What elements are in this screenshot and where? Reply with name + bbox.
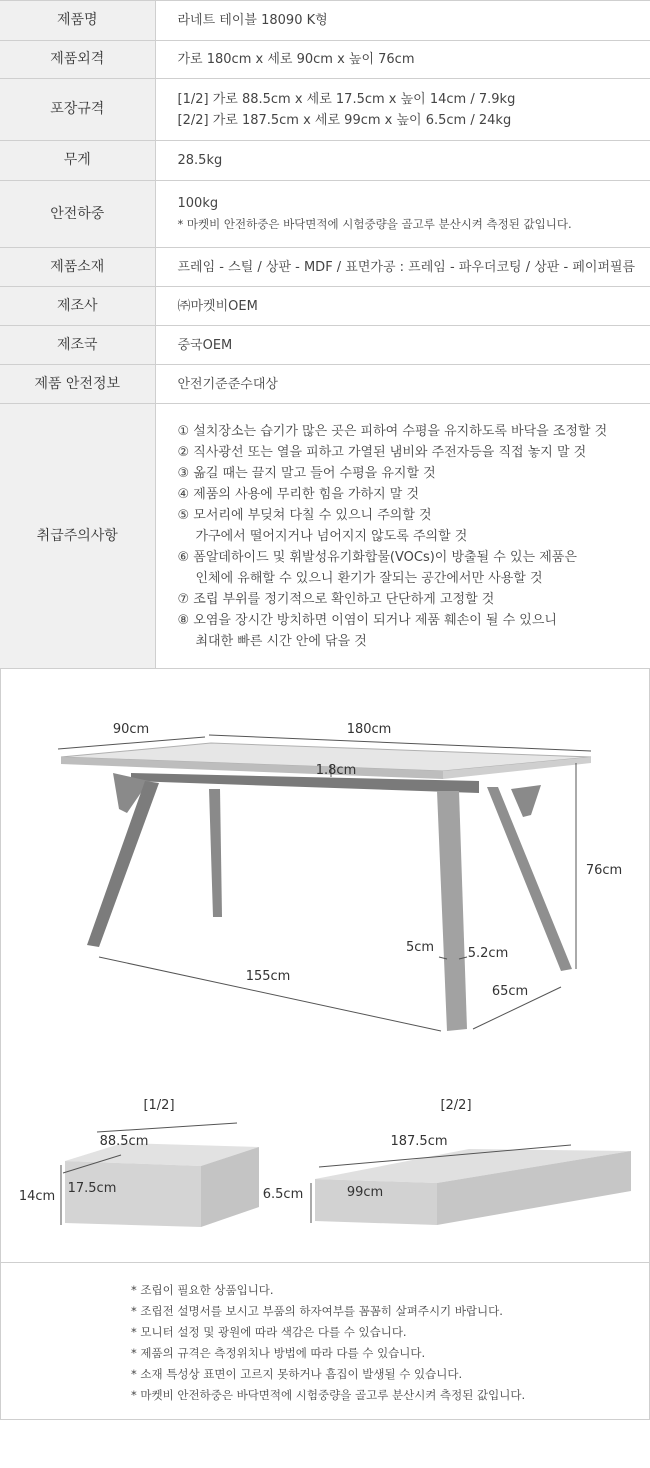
caution-line: ③ 옮길 때는 끌지 말고 들어 수평을 유지할 것 xyxy=(177,465,436,481)
table-leg-back-left xyxy=(209,789,222,917)
spec-row-maker xyxy=(0,287,650,326)
spec-label: 제품외격 xyxy=(0,41,155,79)
box1-length-line xyxy=(97,1123,237,1132)
caution-line: ⑤ 모서리에 부딪쳐 다칠 수 있으니 주의할 것 xyxy=(177,507,432,523)
dim-inner-length-label: 155cm xyxy=(245,969,291,984)
caution-line: 최대한 빠른 시간 안에 닦을 것 xyxy=(195,633,367,649)
notice-section xyxy=(0,1263,650,1420)
material-value: 프레임 - 스틸 / 상판 - MDF / 표면가공 : 프레임 - 파우더코팅 / 상판 - 페이퍼필름 xyxy=(177,259,636,275)
dim-depth-label: 90cm xyxy=(112,722,150,737)
dim-top-thickness-label: 1.8cm xyxy=(315,763,357,778)
notice-item: * 소재 특성상 표면이 고르지 못하거나 흠집이 발생될 수 있습니다. xyxy=(131,1367,463,1381)
spec-label: 제조사 xyxy=(0,287,155,326)
table-bracket-right xyxy=(511,785,541,817)
notice-item: * 모니터 설정 및 광원에 따라 색감은 다를 수 있습니다. xyxy=(131,1325,407,1339)
spec-label: 제품 안전정보 xyxy=(0,365,155,404)
spec-label: 무게 xyxy=(0,141,155,181)
caution-line: ① 설치장소는 습기가 많은 곳은 피하여 수평을 유지하도록 바닥을 조정할 것 xyxy=(177,423,608,439)
box2-tag: [2/2] xyxy=(440,1098,472,1113)
spec-label: 포장규격 xyxy=(0,79,155,141)
box2-height: 6.5cm xyxy=(262,1187,304,1202)
caution-line: 가구에서 떨어지거나 넘어지지 않도록 주의할 것 xyxy=(195,528,468,544)
spec-label: 안전하중 xyxy=(0,181,155,248)
spec-label: 취급주의사항 xyxy=(0,404,155,669)
dim-leg-width-label: 5cm xyxy=(405,940,435,955)
spec-label: 제품명 xyxy=(0,1,155,41)
caution-line: ⑧ 오염을 장시간 방치하면 이염이 되거나 제품 훼손이 될 수 있으니 xyxy=(177,612,557,628)
package-line-2: [2/2] 가로 187.5cm x 세로 99cm x 높이 6.5cm / 24kg xyxy=(177,112,512,128)
box2-length: 187.5cm xyxy=(390,1134,448,1149)
caution-line: ② 직사광선 또는 열을 피하고 가열된 냄비와 주전자등을 직접 놓지 말 것 xyxy=(177,444,587,460)
spec-value: 라네트 테이블 18090 K형 xyxy=(155,1,650,41)
spec-table xyxy=(0,0,650,669)
caution-line: ⑥ 폼알데하이드 및 휘발성유기화합물(VOCs)이 방출될 수 있는 제품은 xyxy=(177,549,577,565)
dim-width-label: 180cm xyxy=(346,722,392,737)
load-value: 100kg xyxy=(177,196,219,211)
spec-value xyxy=(155,404,650,669)
notice-list xyxy=(131,1280,649,1406)
caution-line: 인체에 유해할 수 있으니 환기가 잘되는 공간에서만 사용할 것 xyxy=(195,570,543,586)
notice-item: * 조립이 필요한 상품입니다. xyxy=(131,1283,274,1297)
box1-length: 88.5cm xyxy=(99,1134,149,1149)
caution-line: ⑦ 조립 부위를 정기적으로 확인하고 단단하게 고정할 것 xyxy=(177,591,495,607)
spec-label: 제조국 xyxy=(0,326,155,365)
spec-row-name xyxy=(0,1,650,41)
notice-item: * 마켓비 안전하중은 바닥면적에 시험중량을 골고루 분산시켜 측정된 값입니다. xyxy=(131,1388,526,1402)
notice-item: * 조립전 설명서를 보시고 부품의 하자여부를 꼼꼼히 살펴주시기 바랍니다. xyxy=(131,1304,503,1318)
spec-value: ㈜마켓비OEM xyxy=(155,287,650,326)
table-leg-front-right xyxy=(437,791,467,1031)
spec-value xyxy=(155,79,650,141)
notice-item: * 제품의 규격은 측정위치나 방법에 따라 다를 수 있습니다. xyxy=(131,1346,426,1360)
spec-value xyxy=(155,248,650,287)
box1-width: 17.5cm xyxy=(67,1181,117,1196)
package-box-2 xyxy=(263,1098,631,1225)
spec-row-load xyxy=(0,181,650,248)
spec-value: 안전기준준수대상 xyxy=(155,365,650,404)
spec-row-caution xyxy=(0,404,650,669)
spec-value: 28.5kg xyxy=(155,141,650,181)
spec-row-weight xyxy=(0,141,650,181)
box1-tag: [1/2] xyxy=(143,1098,175,1113)
spec-row-material xyxy=(0,248,650,287)
spec-value: 가로 180cm x 세로 90cm x 높이 76cm xyxy=(155,41,650,79)
dimension-diagram xyxy=(1,669,649,1263)
spec-row-size xyxy=(0,41,650,79)
dim-leg-depth-label: 5.2cm xyxy=(467,946,509,961)
dim-height-label: 76cm xyxy=(585,863,623,878)
spec-label: 제품소재 xyxy=(0,248,155,287)
load-note: * 마켓비 안전하중은 바닥면적에 시험중량을 골고루 분산시켜 측정된 값입니다. xyxy=(177,217,572,231)
dimension-figure xyxy=(0,669,650,1263)
box1-height: 14cm xyxy=(18,1189,56,1204)
package-box-1 xyxy=(19,1098,259,1227)
spec-row-origin xyxy=(0,326,650,365)
spec-row-package xyxy=(0,79,650,141)
spec-value xyxy=(155,181,650,248)
dim-inner-depth-label: 65cm xyxy=(491,984,529,999)
spec-row-safety xyxy=(0,365,650,404)
caution-line: ④ 제품의 사용에 무리한 힘을 가하지 말 것 xyxy=(177,486,420,502)
package-line-1: [1/2] 가로 88.5cm x 세로 17.5cm x 높이 14cm / 7.9kg xyxy=(177,91,516,107)
box2-width: 99cm xyxy=(346,1185,384,1200)
spec-value: 중국OEM xyxy=(155,326,650,365)
